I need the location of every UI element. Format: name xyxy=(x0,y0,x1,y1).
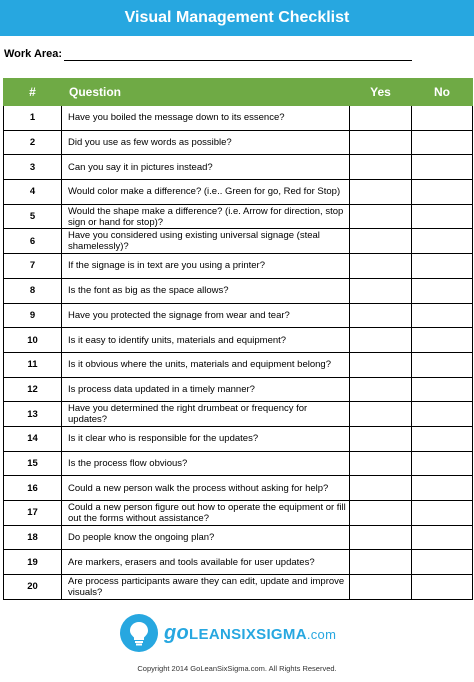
row-number: 7 xyxy=(4,254,62,279)
row-number: 3 xyxy=(4,155,62,180)
brand-go: go xyxy=(164,621,190,644)
table-row xyxy=(4,501,473,526)
table-row xyxy=(4,155,473,180)
column-header-no: No xyxy=(412,79,473,106)
brand-suffix: .com xyxy=(306,626,337,642)
question-text: Could a new person figure out how to operate the equipment or fill out the forms without assistance? xyxy=(62,501,350,526)
row-number: 6 xyxy=(4,229,62,254)
table-row xyxy=(4,204,473,229)
question-text: Did you use as few words as possible? xyxy=(62,130,350,155)
row-number: 15 xyxy=(4,451,62,476)
lightbulb-icon xyxy=(120,614,158,652)
table-row xyxy=(4,451,473,476)
question-text: If the signage is in text are you using a printer? xyxy=(62,254,350,279)
copyright-text: Copyright 2014 GoLeanSixSigma.com. All Rights Reserved. xyxy=(137,664,337,673)
yes-cell[interactable] xyxy=(350,130,412,155)
row-number: 12 xyxy=(4,377,62,402)
column-header-yes: Yes xyxy=(350,79,412,106)
table-row xyxy=(4,303,473,328)
row-number: 11 xyxy=(4,352,62,377)
no-cell[interactable] xyxy=(412,476,473,501)
row-number: 2 xyxy=(4,130,62,155)
row-number: 1 xyxy=(4,106,62,131)
question-text: Are markers, erasers and tools available for user updates? xyxy=(62,550,350,575)
no-cell[interactable] xyxy=(412,155,473,180)
yes-cell[interactable] xyxy=(350,328,412,353)
yes-cell[interactable] xyxy=(350,501,412,526)
row-number: 18 xyxy=(4,525,62,550)
question-text: Have you determined the right drumbeat or frequency for updates? xyxy=(62,402,350,427)
no-cell[interactable] xyxy=(412,278,473,303)
question-text: Can you say it in pictures instead? xyxy=(62,155,350,180)
yes-cell[interactable] xyxy=(350,525,412,550)
question-text: Is it obvious where the units, materials and equipment belong? xyxy=(62,352,350,377)
row-number: 20 xyxy=(4,575,62,600)
table-row xyxy=(4,377,473,402)
checklist-table xyxy=(3,78,473,600)
yes-cell[interactable] xyxy=(350,180,412,205)
yes-cell[interactable] xyxy=(350,575,412,600)
question-text: Is the process flow obvious? xyxy=(62,451,350,476)
question-text: Have you considered using existing universal signage (steal shamelessly)? xyxy=(62,229,350,254)
table-row xyxy=(4,254,473,279)
no-cell[interactable] xyxy=(412,426,473,451)
table-row xyxy=(4,229,473,254)
question-text: Is the font as big as the space allows? xyxy=(62,278,350,303)
logo xyxy=(120,612,336,654)
table-row xyxy=(4,476,473,501)
question-text: Could a new person walk the process without asking for help? xyxy=(62,476,350,501)
table-row xyxy=(4,180,473,205)
row-number: 13 xyxy=(4,402,62,427)
no-cell[interactable] xyxy=(412,303,473,328)
yes-cell[interactable] xyxy=(350,106,412,131)
question-text: Is it clear who is responsible for the updates? xyxy=(62,426,350,451)
row-number: 10 xyxy=(4,328,62,353)
question-text: Do people know the ongoing plan? xyxy=(62,525,350,550)
page-title: Visual Management Checklist xyxy=(124,9,350,26)
question-text: Are process participants aware they can edit, update and improve visuals? xyxy=(62,575,350,600)
no-cell[interactable] xyxy=(412,451,473,476)
row-number: 19 xyxy=(4,550,62,575)
no-cell[interactable] xyxy=(412,130,473,155)
row-number: 9 xyxy=(4,303,62,328)
no-cell[interactable] xyxy=(412,254,473,279)
table-row xyxy=(4,550,473,575)
yes-cell[interactable] xyxy=(350,476,412,501)
brand-name xyxy=(164,622,336,645)
yes-cell[interactable] xyxy=(350,303,412,328)
yes-cell[interactable] xyxy=(350,402,412,427)
brand-main: LEANSIXSIGMA xyxy=(189,625,307,643)
yes-cell[interactable] xyxy=(350,278,412,303)
no-cell[interactable] xyxy=(412,328,473,353)
question-text: Would color make a difference? (i.e.. Green for go, Red for Stop) xyxy=(62,180,350,205)
no-cell[interactable] xyxy=(412,402,473,427)
yes-cell[interactable] xyxy=(350,254,412,279)
no-cell[interactable] xyxy=(412,501,473,526)
yes-cell[interactable] xyxy=(350,451,412,476)
table-row xyxy=(4,426,473,451)
row-number: 4 xyxy=(4,180,62,205)
work-area-label: Work Area: xyxy=(4,48,63,60)
table-row xyxy=(4,525,473,550)
table-row xyxy=(4,352,473,377)
table-header-row xyxy=(4,79,473,106)
question-text: Would the shape make a difference? (i.e. Arrow for direction, stop sign or hand for stop)? xyxy=(62,204,350,229)
row-number: 8 xyxy=(4,278,62,303)
work-area-line xyxy=(64,60,412,61)
no-cell[interactable] xyxy=(412,229,473,254)
yes-cell[interactable] xyxy=(350,229,412,254)
no-cell[interactable] xyxy=(412,550,473,575)
question-text: Is it easy to identify units, materials and equipment? xyxy=(62,328,350,353)
no-cell[interactable] xyxy=(412,106,473,131)
yes-cell[interactable] xyxy=(350,204,412,229)
yes-cell[interactable] xyxy=(350,377,412,402)
question-text: Have you protected the signage from wear and tear? xyxy=(62,303,350,328)
yes-cell[interactable] xyxy=(350,426,412,451)
column-header-number: # xyxy=(4,79,62,106)
question-text: Is process data updated in a timely manner? xyxy=(62,377,350,402)
no-cell[interactable] xyxy=(412,525,473,550)
table-row xyxy=(4,402,473,427)
no-cell[interactable] xyxy=(412,377,473,402)
table-row xyxy=(4,328,473,353)
yes-cell[interactable] xyxy=(350,352,412,377)
title-bar xyxy=(0,0,474,36)
question-text: Have you boiled the message down to its essence? xyxy=(62,106,350,131)
yes-cell[interactable] xyxy=(350,550,412,575)
row-number: 5 xyxy=(4,204,62,229)
table-row xyxy=(4,278,473,303)
no-cell[interactable] xyxy=(412,204,473,229)
row-number: 16 xyxy=(4,476,62,501)
no-cell[interactable] xyxy=(412,575,473,600)
row-number: 14 xyxy=(4,426,62,451)
no-cell[interactable] xyxy=(412,180,473,205)
table-row xyxy=(4,130,473,155)
row-number: 17 xyxy=(4,501,62,526)
table-row xyxy=(4,106,473,131)
yes-cell[interactable] xyxy=(350,155,412,180)
table-row xyxy=(4,575,473,600)
column-header-question: Question xyxy=(62,79,350,106)
no-cell[interactable] xyxy=(412,352,473,377)
